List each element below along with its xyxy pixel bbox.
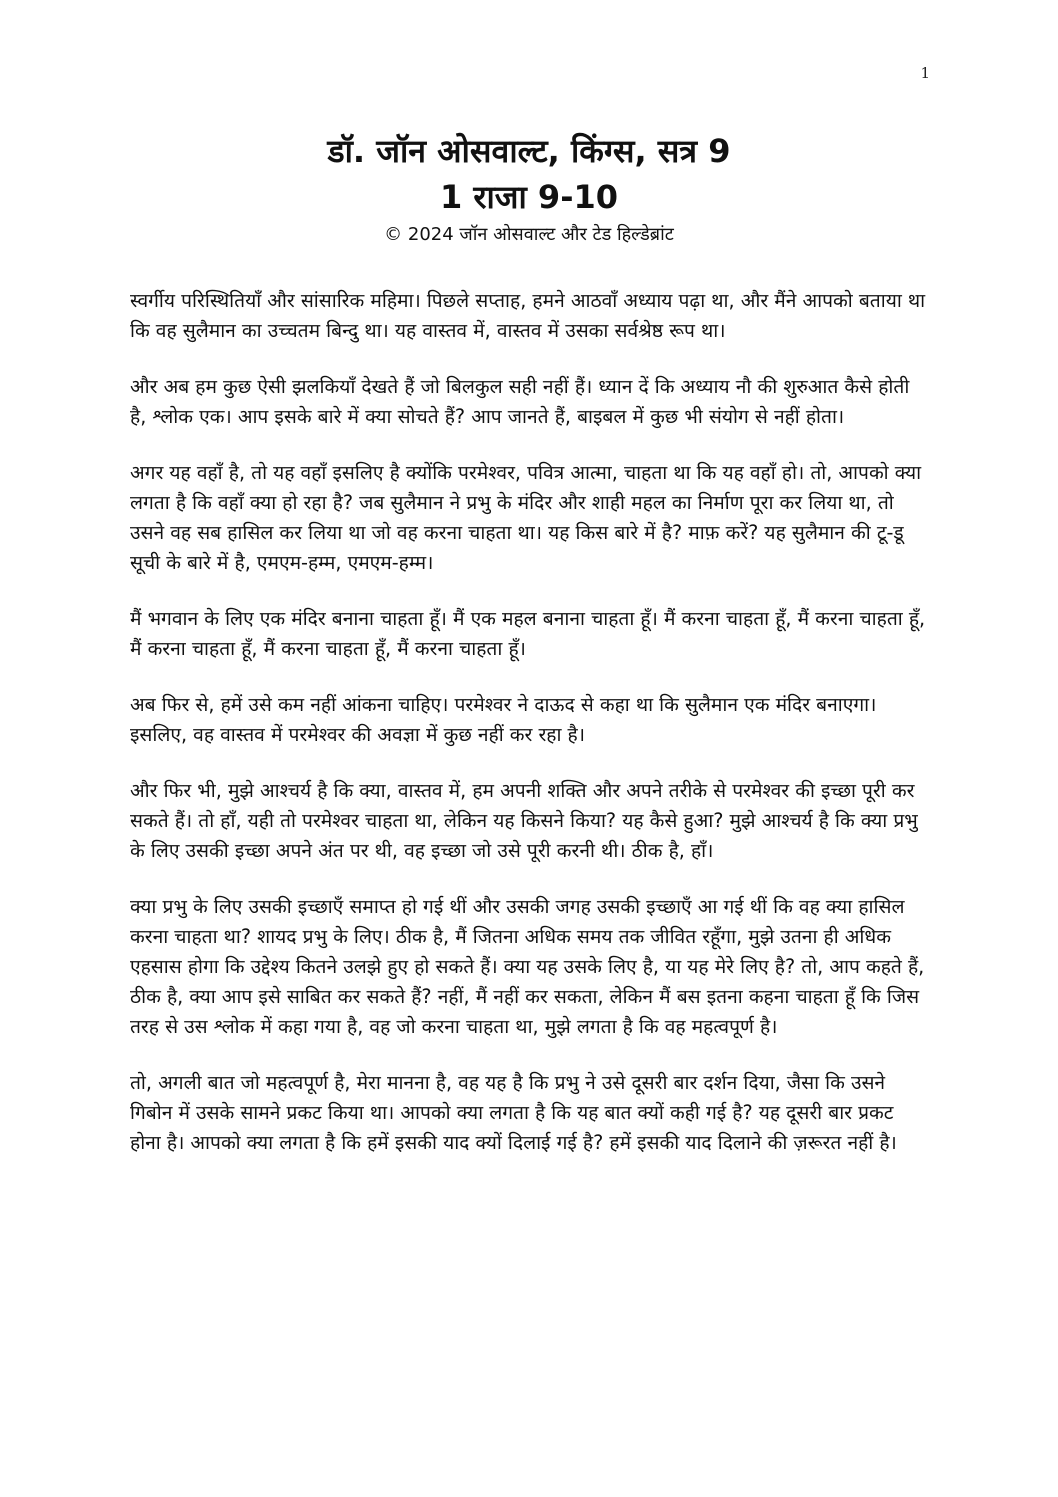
paragraph: स्वर्गीय परिस्थितियाँ और सांसारिक महिमा। पिछले सप्ताह, हमने आठवाँ अध्याय पढ़ा था, और मैंने आपको बताया था कि वह सुलैमान का उच्चतम बिन्दु था। यह वास्तव में, वास्तव में उसका सर्वश्रेष्ठ रूप था।	[130, 289, 926, 342]
paragraph: और अब हम कुछ ऐसी झलकियाँ देखते हैं जो बिलकुल सही नहीं हैं। ध्यान दें कि अध्याय नौ की शुरुआत कैसे होती है, श्लोक एक। आप इसके बारे में क्या सोचते हैं? आप जानते हैं, बाइबल में कुछ भी संयोग से नहीं होता।	[130, 375, 910, 428]
paragraph: अब फिर से, हमें उसे कम नहीं आंकना चाहिए। परमेश्वर ने दाऊद से कहा था कि सुलैमान एक मंदिर बनाएगा। इसलिए, वह वास्तव में परमेश्वर की अवज्ञा में कुछ नहीं कर रहा है।	[130, 693, 877, 746]
paragraph: मैं भगवान के लिए एक मंदिर बनाना चाहता हूँ। मैं एक महल बनाना चाहता हूँ। मैं करना चाहता हूँ, मैं करना चाहता हूँ, मैं करना चाहता हूँ, मैं करना चाहता हूँ, मैं करना चाहता हूँ।	[130, 607, 926, 660]
paragraph: अगर यह वहाँ है, तो यह वहाँ इसलिए है क्योंकि परमेश्वर, पवित्र आत्मा, चाहता था कि यह वहाँ हो। तो, आपको क्या लगता है कि वहाँ क्या हो रहा है? जब सुलैमान ने प्रभु के मंदिर और शाही महल का निर्माण पूरा कर लिया था, तो उसने वह सब हासिल कर लिया था जो वह करना चाहता था। यह किस बारे में है? माफ़ करें? यह सुलैमान की टू-डू सूची के बारे में है, एमएम-हम्म, एमएम-हम्म।	[130, 461, 922, 574]
document-header	[0, 128, 1058, 248]
paragraph: और फिर भी, मुझे आश्चर्य है कि क्या, वास्तव में, हम अपनी शक्ति और अपने तरीके से परमेश्वर की इच्छा पूरी कर सकते हैं। तो हाँ, यही तो परमेश्वर चाहता था, लेकिन यह किसने किया? यह कैसे हुआ? मुझे आश्चर्य है कि क्या प्रभु के लिए उसकी इच्छा अपने अंत पर थी, वह इच्छा जो उसे पूरी करनी थी। ठीक है, हाँ।	[130, 779, 918, 862]
document-subtitle: 1 राजा 9-10	[439, 178, 619, 216]
document-body	[130, 286, 928, 1184]
paragraph: क्या प्रभु के लिए उसकी इच्छाएँ समाप्त हो गई थीं और उसकी जगह उसकी इच्छाएँ आ गई थीं कि वह क्या हासिल करना चाहता था? शायद प्रभु के लिए। ठीक है, मैं जितना अधिक समय तक जीवित रहूँगा, मुझे उतना ही अधिक एहसास होगा कि उद्देश्य कितने उलझे हुए हो सकते हैं। क्या यह उसके लिए है, या यह मेरे लिए है? तो, आप कहते हैं, ठीक है, क्या आप इसे साबित कर सकते हैं? नहीं, मैं नहीं कर सकता, लेकिन मैं बस इतना कहना चाहता हूँ कि जिस तरह से उस श्लोक में कहा गया है, वह जो करना चाहता था, मुझे लगता है कि वह महत्वपूर्ण है।	[130, 895, 925, 1038]
paragraph: तो, अगली बात जो महत्वपूर्ण है, मेरा मानना है, वह यह है कि प्रभु ने उसे दूसरी बार दर्शन दिया, जैसा कि उसने गिबोन में उसके सामने प्रकट किया था। आपको क्या लगता है कि यह बात क्यों कही गई है? यह दूसरी बार प्रकट होना है। आपको क्या लगता है कि हमें इसकी याद क्यों दिलाई गई है? हमें इसकी याद दिलाने की ज़रूरत नहीं है।	[130, 1071, 897, 1154]
page-number: 1	[920, 64, 930, 82]
document-title: डॉ. जॉन ओसवाल्ट, किंग्स, सत्र 9	[327, 132, 731, 170]
copyright-line: © 2024 जॉन ओसवाल्ट और टेड हिल्डेब्रांट	[384, 224, 674, 245]
